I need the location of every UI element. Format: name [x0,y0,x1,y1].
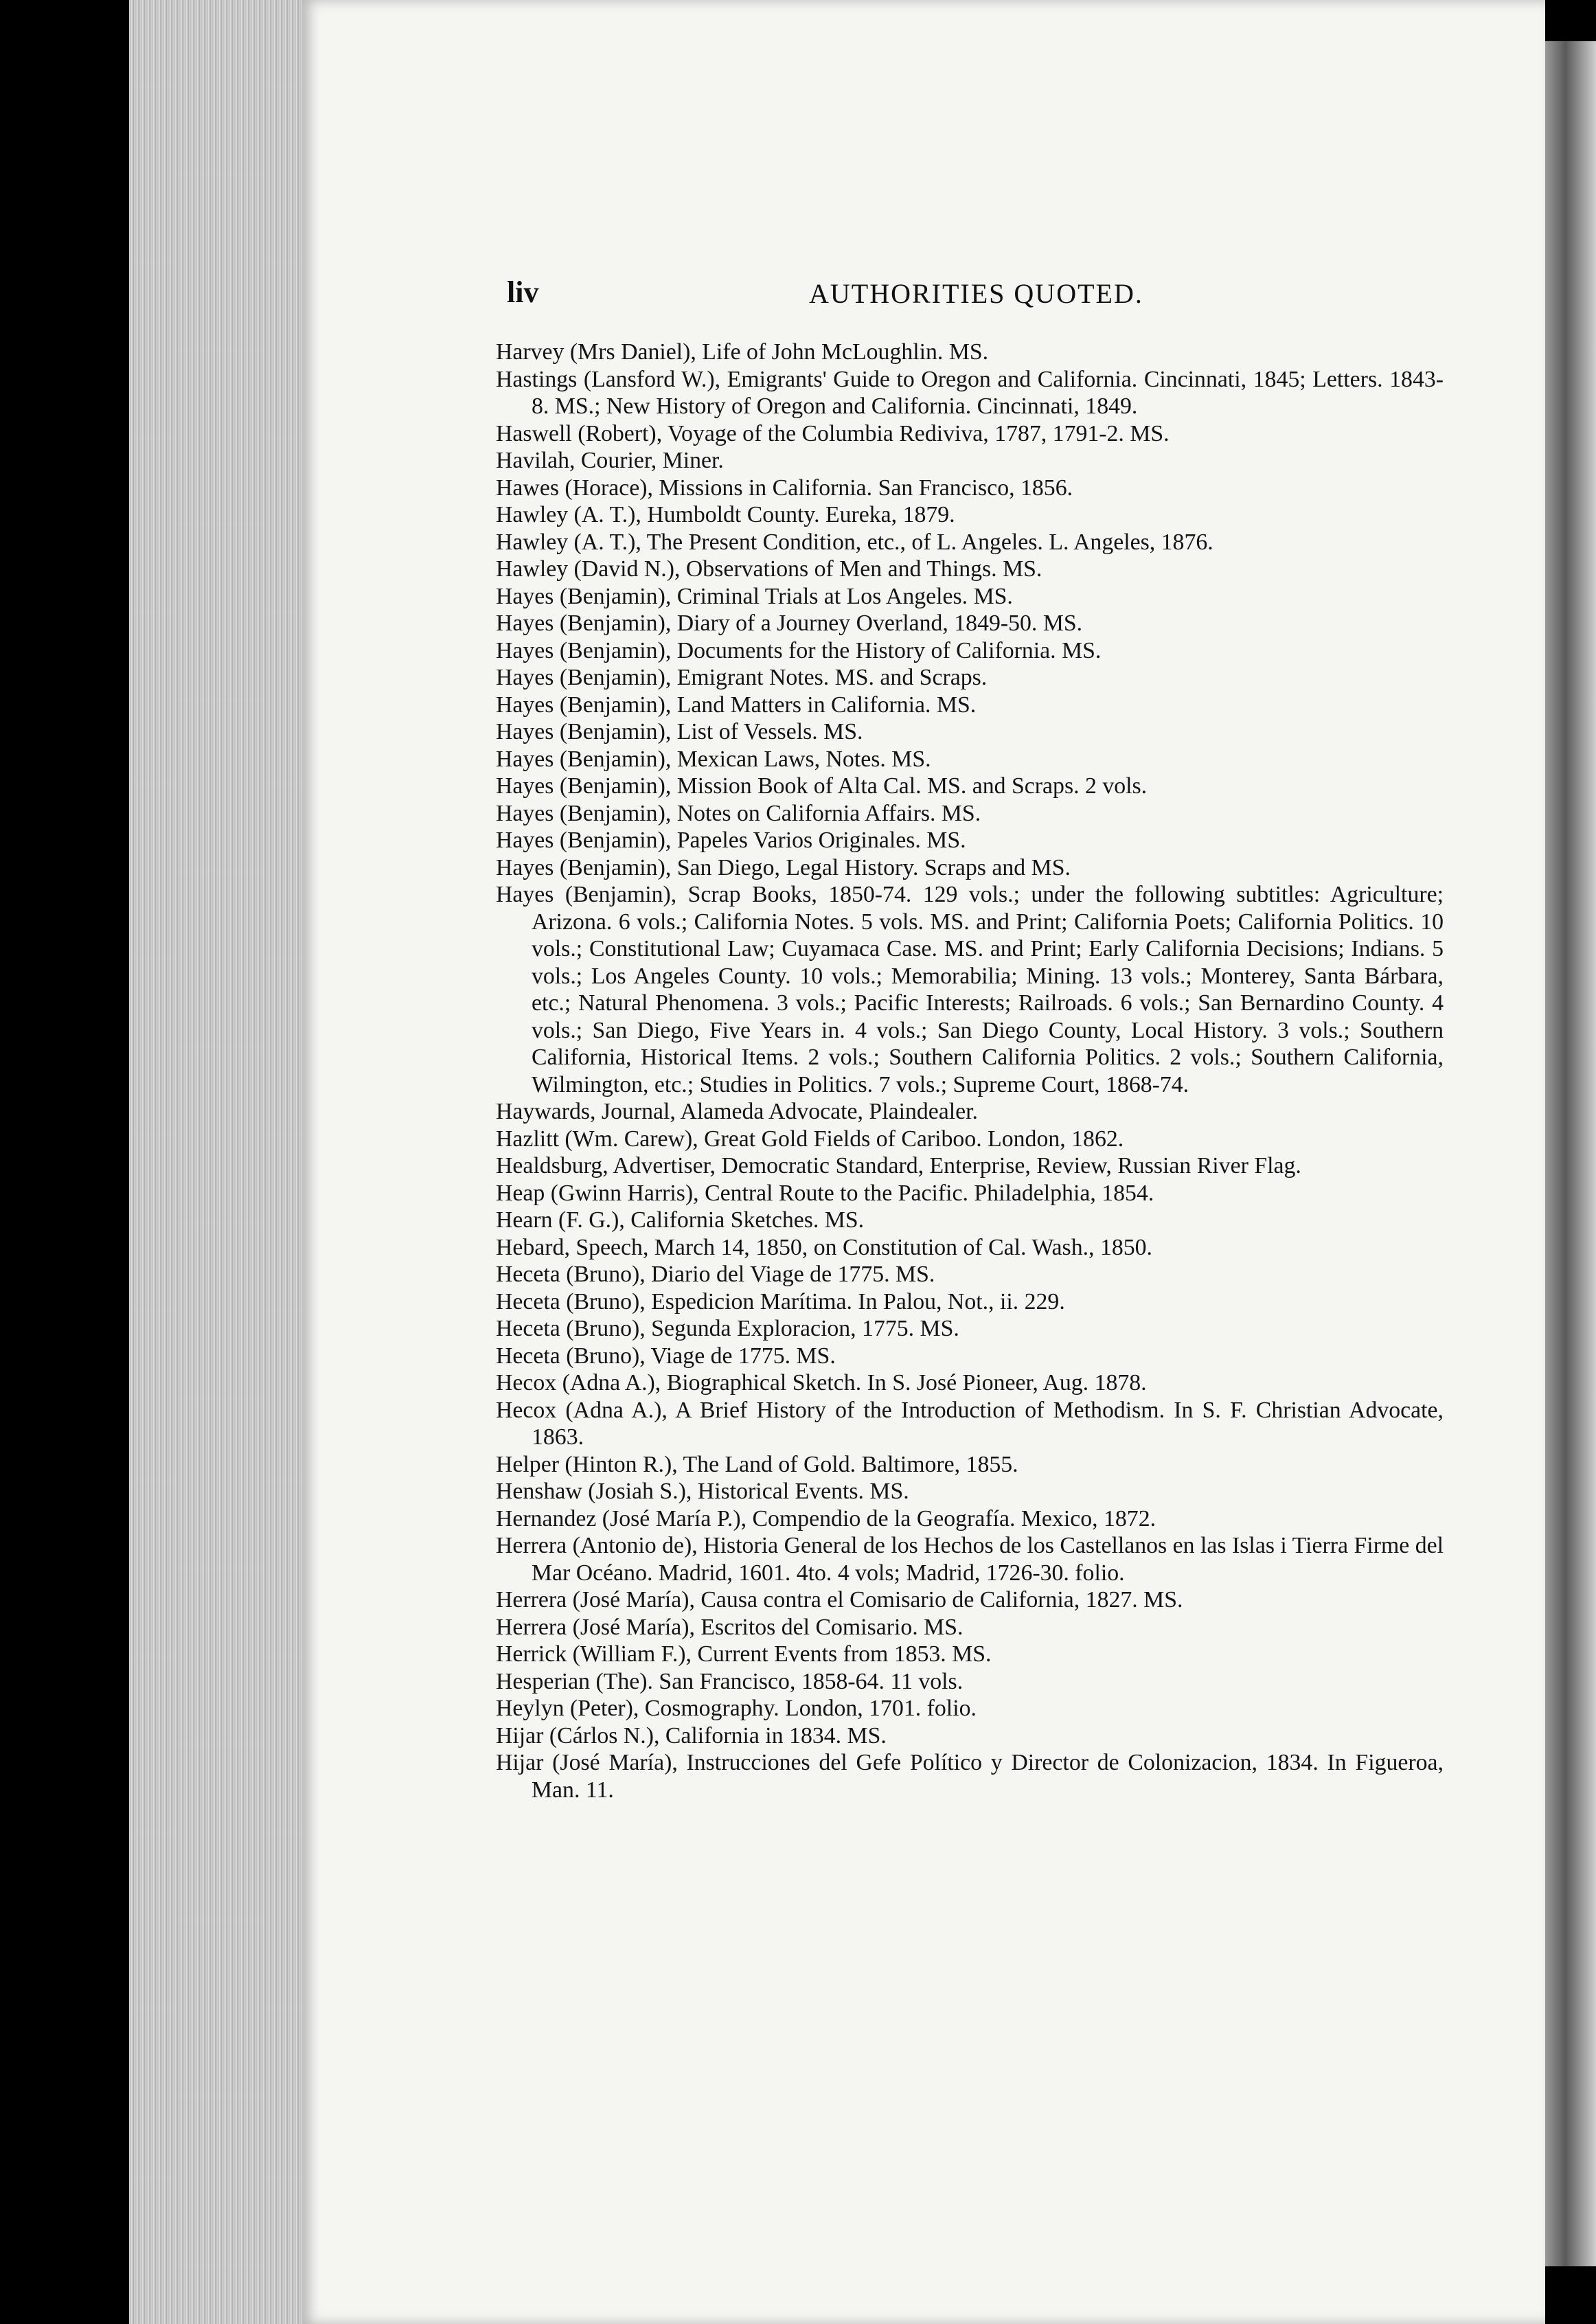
bibliography-entry: Hayes (Benjamin), Emigrant Notes. MS. and Scraps. [496,665,988,690]
bibliography-entry: Haywards, Journal, Alameda Advocate, Plaindealer. [496,1099,979,1124]
bibliography-entry: Hayes (Benjamin), Mexican Laws, Notes. MS. [496,746,931,772]
bibliography-entry: Hayes (Benjamin), San Diego, Legal History. Scraps and MS. [496,854,1071,880]
bibliography-entry: Havilah, Courier, Miner. [496,448,724,473]
bibliography-entry: Hijar (Cárlos N.), California in 1834. MS. [496,1722,887,1748]
bibliography-entry: Haswell (Robert), Voyage of the Columbia Rediviva, 1787, 1791-2. MS. [496,420,1170,446]
bibliography-entry: Herrera (José María), Escritos del Comisario. MS. [496,1614,964,1640]
bibliography-entry: Hayes (Benjamin), Diary of a Journey Overland, 1849-50. MS. [496,611,1083,636]
bibliography-entry: Herrera (Antonio de), Historia General de los Hechos de los Castellanos en las Islas i Tierra Firme del Mar Océano. Madrid, 1601. 4to. 4 vols; Madrid, 1726-30. folio. [496,1533,1444,1586]
running-title: AUTHORITIES QUOTED. [809,278,1143,309]
bibliography-entry: Heylyn (Peter), Cosmography. London, 1701. folio. [496,1696,977,1721]
bibliography-entry: Hayes (Benjamin), Documents for the History of California. MS. [496,637,1102,663]
bibliography-entry: Herrera (José María), Causa contra el Comisario de California, 1827. MS. [496,1587,1183,1613]
bibliography-entry: Hijar (José María), Instrucciones del Gefe Político y Director de Colonizacion, 1834. In Figueroa, Man. 11. [496,1750,1444,1803]
bibliography-entry: Hawley (David N.), Observations of Men and Things. MS. [496,556,1042,582]
running-head [507,275,1441,316]
bibliography-entry: Hearn (F. G.), California Sketches. MS. [496,1207,865,1233]
book-page-edges [129,0,315,2324]
bibliography-entry: Healdsburg, Advertiser, Democratic Standard, Enterprise, Review, Russian River Flag. [496,1153,1301,1178]
bibliography-entry: Hebard, Speech, March 14, 1850, on Constitution of Cal. Wash., 1850. [496,1234,1152,1260]
bibliography-entry: Hawes (Horace), Missions in California. San Francisco, 1856. [496,475,1073,501]
bibliography-entry: Heceta (Bruno), Segunda Exploracion, 1775. MS. [496,1316,959,1341]
bibliography-entry: Hayes (Benjamin), Scrap Books, 1850-74. 129 vols.; under the following subtitles: Agriculture; Arizona. 6 vols.; California Notes. 5 vols. MS. and Print; California Poets; California Politics. 10 vols.; Constitutional Law; Cuyamaca Case. MS. and Print; Early California Decisions; Indians. 5 vols.; Los Angeles County. 10 vols.; Memorabilia; Mining. 13 vols.; Monterey, Santa Bárbara, etc.; Natural Phenomena. 3 vols.; Pacific Interests; Railroads. 6 vols.; San Bernardino County. 4 vols.; San Diego, Five Years in. 4 vols.; San Diego County, Local History. 3 vols.; Southern California, Historical Items. 2 vols.; Southern California Politics. 2 vols.; Southern California, Wilmington, etc.; Studies in Politics. 7 vols.; Supreme Court, 1868-74. [496,882,1444,1097]
bibliography-entry: Heceta (Bruno), Viage de 1775. MS. [496,1343,836,1369]
bibliography-entry: Hayes (Benjamin), Mission Book of Alta Cal. MS. and Scraps. 2 vols. [496,773,1148,799]
bibliography-entry: Hayes (Benjamin), Notes on California Affairs. MS. [496,800,981,826]
bibliography-entry: Helper (Hinton R.), The Land of Gold. Baltimore, 1855. [496,1451,1018,1477]
bibliography-entry: Harvey (Mrs Daniel), Life of John McLoughlin. MS. [496,339,989,365]
bibliography-entry: Hecox (Adna A.), Biographical Sketch. In S. José Pioneer, Aug. 1878. [496,1370,1147,1395]
bibliography-entry: Hawley (A. T.), The Present Condition, etc., of L. Angeles. L. Angeles, 1876. [496,529,1213,555]
bibliography-entry: Hawley (A. T.), Humboldt County. Eureka, 1879. [496,502,955,527]
bibliography-entry: Hazlitt (Wm. Carew), Great Gold Fields of Cariboo. London, 1862. [496,1126,1124,1152]
bibliography-entry: Heceta (Bruno), Espedicion Marítima. In Palou, Not., ii. 229. [496,1288,1065,1314]
bibliography-entry: Heap (Gwinn Harris), Central Route to the Pacific. Philadelphia, 1854. [496,1180,1154,1206]
bibliography-entry: Hecox (Adna A.), A Brief History of the Introduction of Methodism. In S. F. Christian Advocate, 1863. [496,1397,1444,1450]
bibliography-list [496,339,1444,1803]
bibliography-entry: Henshaw (Josiah S.), Historical Events. MS. [496,1479,909,1504]
bibliography-entry: Heceta (Bruno), Diario del Viage de 1775. MS. [496,1262,935,1287]
facing-page-edge [1545,41,1596,2266]
bibliography-entry: Hayes (Benjamin), Papeles Varios Originales. MS. [496,828,966,853]
bibliography-entry: Hayes (Benjamin), List of Vessels. MS. [496,719,863,744]
bibliography-entry: Hayes (Benjamin), Land Matters in California. MS. [496,692,977,718]
bibliography-entry: Herrick (William F.), Current Events from 1853. MS. [496,1641,992,1667]
bibliography-entry: Hesperian (The). San Francisco, 1858-64. 11 vols. [496,1668,964,1694]
bibliography-entry: Hayes (Benjamin), Criminal Trials at Los Angeles. MS. [496,583,1013,609]
bibliography-entry: Hastings (Lansford W.), Emigrants' Guide to Oregon and California. Cincinnati, 1845; Letters. 1843-8. MS.; New History of Oregon and California. Cincinnati, 1849. [496,366,1444,419]
bibliography-entry: Hernandez (José María P.), Compendio de la Geografía. Mexico, 1872. [496,1505,1156,1531]
page-number: liv [507,275,539,309]
